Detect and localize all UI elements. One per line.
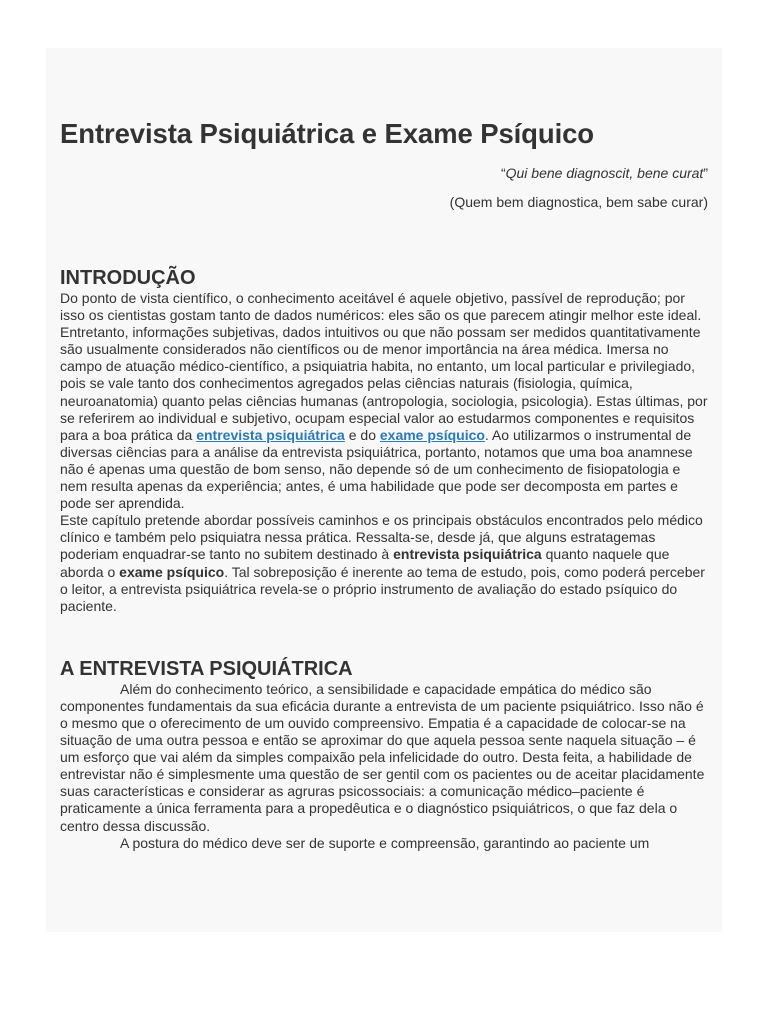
document-page [46,48,722,932]
section-heading-introducao: INTRODUÇÃO [60,267,196,289]
paragraph-text: Este capítulo pretende abordar possíveis caminhos e os principais obstáculos encontrados pelo médico clínico e também pelo psiquiatra nessa prática. Ressalta-se, desde já, que alguns estratagemas poderiam enquadrar-se tanto no subitem destinado à [60,512,703,563]
entrevista-paragraph-1: Além do conhecimento teórico, a sensibilidade e capacidade empática do médico são componentes fundamentais da sua eficácia durante a entrevista de um paciente psiquiátrico. Isso não é o mesmo que o oferecimento de um ouvido compreensivo. Empatia é a capacidade de colocar-se na situação de uma outra pessoa e então se aproximar do que aquela pessoa sente naquela situação – é um esforço que vai além da simples compaixão pela infelicidade do outro. Desta feita, a habilidade de entrevistar não é simplesmente uma questão de ser gentil com os pacientes ou de aceitar placidamente suas características e considerar as agruras psicossociais: a comunicação médico–paciente é praticamente a única ferramenta para a propedêutica e o diagnóstico psiquiátricos, o que faz dela o centro dessa discussão. [60,680,705,834]
close-quote-mark: ” [703,165,708,181]
epigraph-latin-text: Qui bene diagnoscit, bene curat [505,165,704,181]
paragraph-text: . Ao utilizarmos o instrumental de diversas ciências para a análise da entrevista psiquiátrica, portanto, notamos que uma boa anamnese não é apenas uma questão de bom senso, não depende só de um conhecimento de fisiopatologia e nem resulta apenas da experiência; antes, é uma habilidade que pode ser decomposta em partes e pode ser aprendida. [60,426,693,512]
paragraph-text: e do [344,426,380,443]
document-content [60,48,708,852]
paragraph-text: quanto naquele que aborda o [60,546,670,580]
intro-paragraph-1 [60,290,708,512]
epigraph-quote [60,164,708,182]
section-heading-entrevista: A ENTREVISTA PSIQUIÁTRICA [60,657,353,680]
bold-term-entrevista: entrevista psiquiátrica [393,546,542,563]
link-exame-psiquico[interactable]: exame psíquico [379,426,485,443]
paragraph-text: . Tal sobreposição é inerente ao tema de estudo, pois, como poderá perceber o leitor, a entrevista psiquiátrica revela-se o próprio instrumento de avaliação do estado psíquico do paciente. [60,563,705,614]
intro-paragraph-2 [60,512,708,615]
open-quote-mark: “ [500,165,506,181]
page-title: Entrevista Psiquiátrica e Exame Psíquico [60,118,595,149]
paragraph-text: Do ponto de vista científico, o conhecimento aceitável é aquele objetivo, passível de reprodução; por isso os cientistas gostam tanto de dados numéricos: eles são os que parecem atingir melhor este ideal. Entretanto, informações subjetivas, dados intuitivos ou que não possam ser medidos quantitativamente são usualmente considerados não científicos ou de menor importância na área médica. Imersa no campo de atuação médico-científico, a psiquiatria habita, no entanto, um local particular e privilegiado, pois se vale tanto dos conhecimentos agregados pelas ciências naturais (fisiologia, química, neuroanatomia) quanto pelas ciências humanas (antropologia, sociologia, psicologia). Estas últimas, por se referirem ao individual e subjetivo, ocupam especial valor ao estudarmos componentes e requisitos para a boa prática da [60,290,708,443]
entrevista-paragraph-2: A postura do médico deve ser de suporte e compreensão, garantindo ao paciente um [120,834,650,851]
bold-term-exame: exame psíquico [119,563,225,580]
epigraph-translation: (Quem bem diagnostica, bem sabe curar) [449,194,708,210]
link-entrevista-psiquiatrica[interactable]: entrevista psiquiátrica [196,426,345,443]
